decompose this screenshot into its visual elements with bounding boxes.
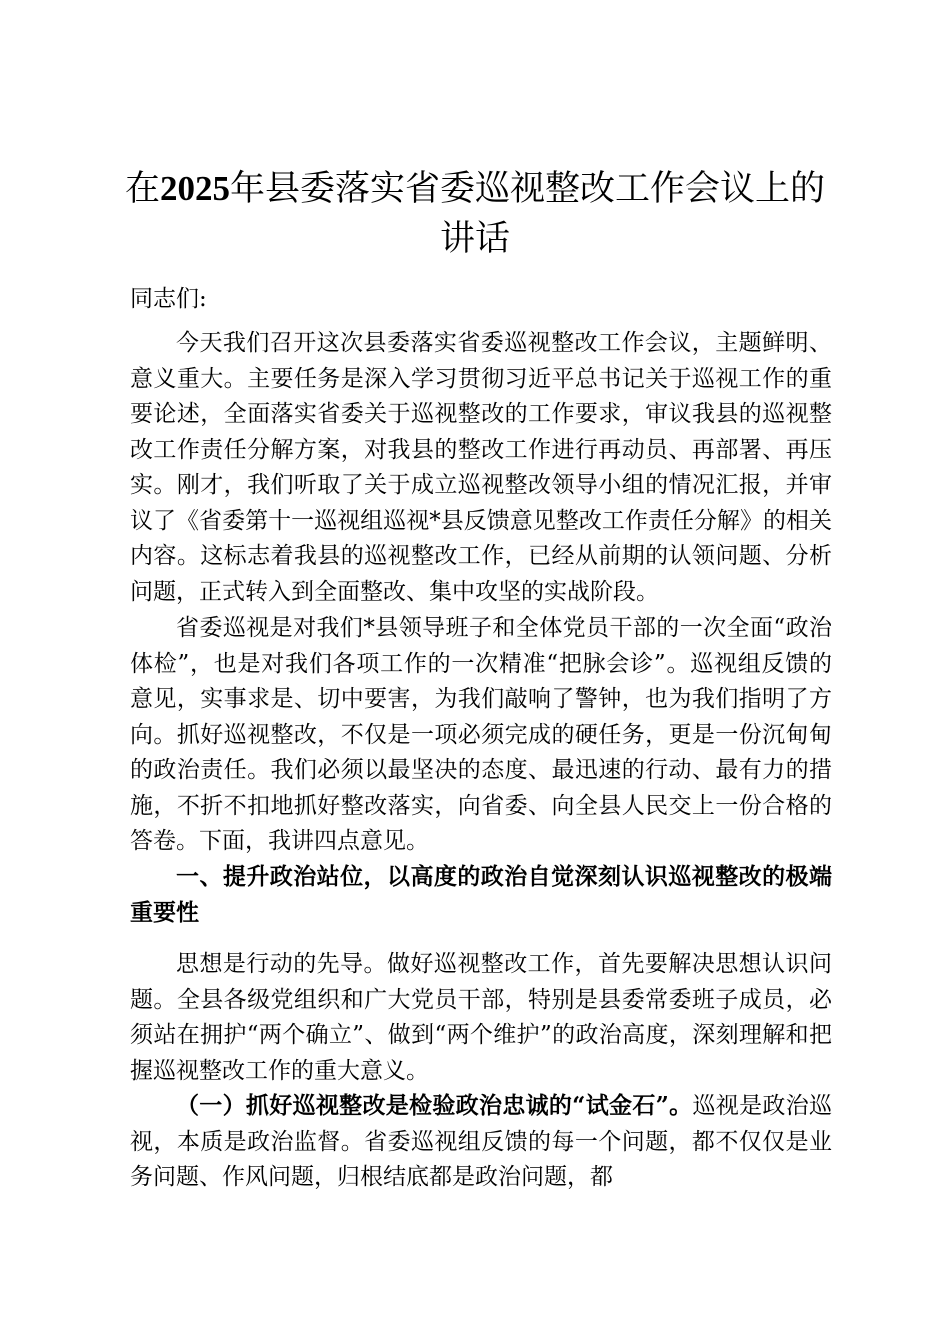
subsection-1-text: 巡视是政治巡视，本质是政治监督。省委巡视组反馈的每一个问题，都不仅仅是业务问题、作风问题，归根结底都是政治问题，都	[130, 1093, 832, 1190]
paragraph-opening: 今天我们召开这次县委落实省委巡视整改工作会议，主题鲜明、意义重大。主要任务是深入学习贯彻习近平总书记关于巡视工作的重要论述，全面落实省委关于巡视整改的工作要求，审议我县的巡视整改工作责任分解方案，对我县的整改工作进行再动员、再部署、再压实。刚才，我们听取了关于成立巡视整改领导小组的情况汇报，并审议了《省委第十一巡视组巡视*县反馈意见整改工作责任分解》的相关内容。这标志着我县的巡视整改工作，已经从前期的认领问题、分析问题，正式转入到全面整改、集中攻坚的实战阶段。	[130, 330, 832, 605]
subsection-heading-1: （一）抓好巡视整改是检验政治忠诚的“试金石”。	[176, 1092, 693, 1119]
salutation: 同志们:	[130, 286, 207, 312]
title-prefix: 在	[124, 169, 160, 209]
section-heading-1: 一、提升政治站位，以高度的政治自觉深刻认识巡视整改的极端重要性	[130, 863, 832, 926]
paragraph-subsection-1	[130, 1088, 832, 1196]
title-year: 2025	[160, 169, 230, 208]
paragraph-thinking: 思想是行动的先导。做好巡视整改工作，首先要解决思想认识问题。全县各级党组织和广大党员干部，特别是县委常委班子成员，必须站在拥护“两个确立”、做到“两个维护”的政治高度，深刻理解和把握巡视整改工作的重大意义。	[130, 951, 832, 1084]
title-rest: 年县委落实省委巡视整改工作会议上的讲话	[230, 169, 826, 259]
document-title	[110, 164, 840, 264]
paragraph-inspection: 省委巡视是对我们*县领导班子和全体党员干部的一次全面“政治体检”，也是对我们各项工作的一次精准“把脉会诊”。巡视组反馈的意见，实事求是、切中要害，为我们敲响了警钟，也为我们指明了方向。抓好巡视整改，不仅是一项必须完成的硬任务，更是一份沉甸甸的政治责任。我们必须以最坚决的态度、最迅速的行动、最有力的措施，不折不扣地抓好整改落实，向省委、向全县人民交上一份合格的答卷。下面，我讲四点意见。	[130, 615, 832, 854]
